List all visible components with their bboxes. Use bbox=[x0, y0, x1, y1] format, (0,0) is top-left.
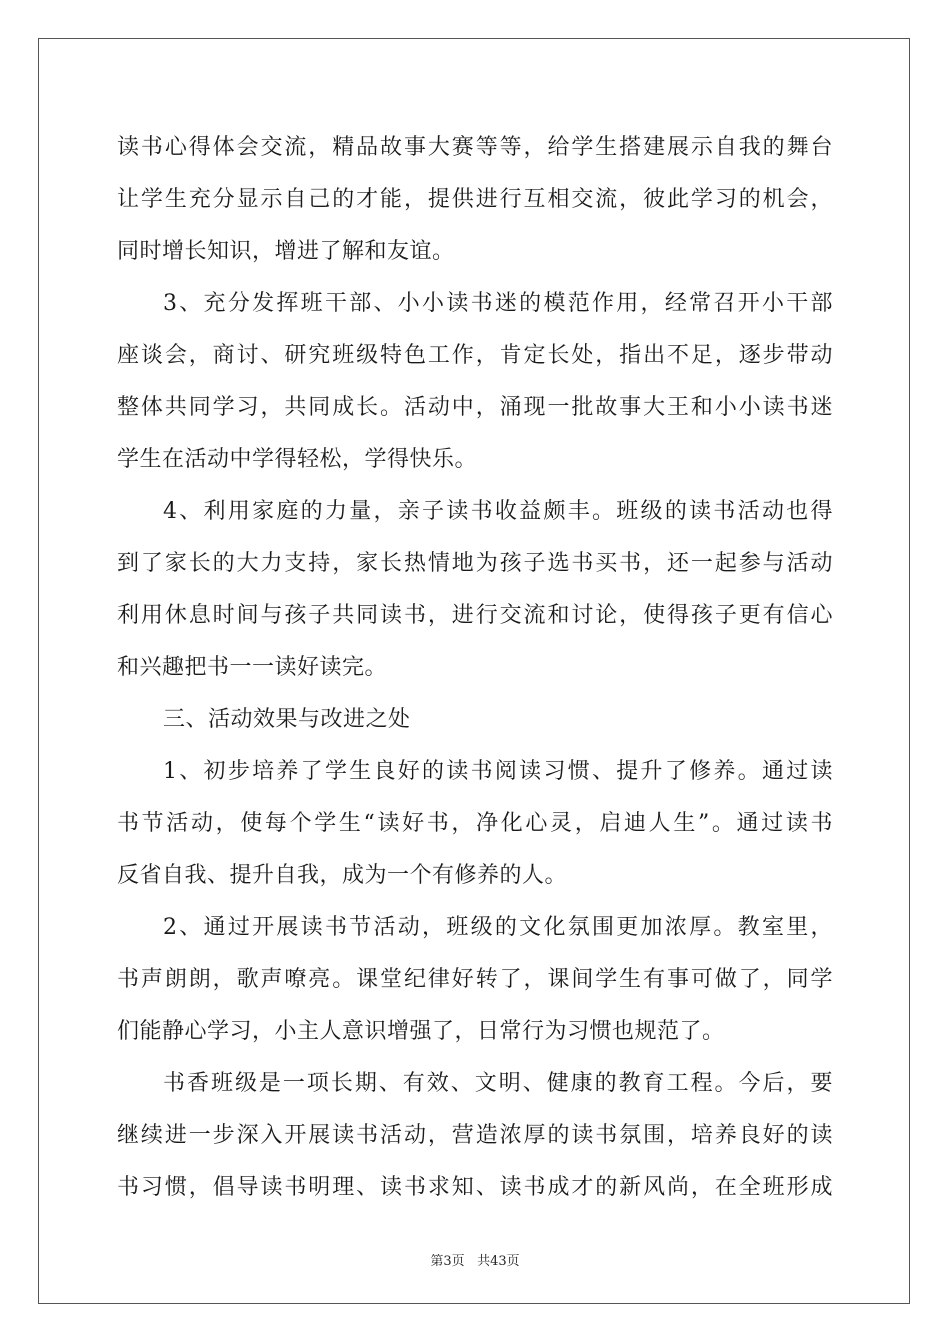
text-line: 利用休息时间与孩子共同读书，进行交流和讨论，使得孩子更有信心 bbox=[117, 603, 833, 628]
text-line: 2、通过开展读书节活动，班级的文化氛围更加浓厚。教室里， bbox=[163, 915, 833, 940]
text-line: 3、充分发挥班干部、小小读书迷的模范作用，经常召开小干部 bbox=[163, 291, 833, 316]
text-line: 书节活动，使每个学生“读好书，净化心灵，启迪人生”。通过读书 bbox=[117, 811, 833, 836]
text-line: 整体共同学习，共同成长。活动中，涌现一批故事大王和小小读书迷 bbox=[117, 395, 833, 420]
text-line: 读书心得体会交流，精品故事大赛等等，给学生搭建展示自我的舞台 bbox=[117, 135, 833, 160]
text-line: 书香班级是一项长期、有效、文明、健康的教育工程。今后，要 bbox=[163, 1071, 833, 1096]
text-line: 到了家长的大力支持，家长热情地为孩子选书买书，还一起参与活动 bbox=[117, 551, 833, 576]
text-line: 书声朗朗，歌声嘹亮。课堂纪律好转了，课间学生有事可做了，同学 bbox=[117, 967, 833, 992]
page-total: 共43页 bbox=[477, 1254, 520, 1269]
text-line: 4、利用家庭的力量，亲子读书收益颇丰。班级的读书活动也得 bbox=[163, 499, 833, 524]
text-line: 让学生充分显示自己的才能，提供进行互相交流，彼此学习的机会， bbox=[117, 187, 833, 212]
page-number: 第3页 bbox=[430, 1254, 465, 1269]
text-line: 1、初步培养了学生良好的读书阅读习惯、提升了修养。通过读 bbox=[163, 759, 833, 784]
text-line: 继续进一步深入开展读书活动，营造浓厚的读书氛围，培养良好的读 bbox=[117, 1123, 833, 1148]
text-line: 学生在活动中学得轻松，学得快乐。 bbox=[117, 447, 478, 472]
text-line: 反省自我、提升自我，成为一个有修养的人。 bbox=[117, 863, 568, 888]
text-line: 和兴趣把书一一读好读完。 bbox=[117, 655, 388, 680]
text-line: 书习惯，倡导读书明理、读书求知、读书成才的新风尚，在全班形成 bbox=[117, 1175, 833, 1200]
text-line: 座谈会，商讨、研究班级特色工作，肯定长处，指出不足，逐步带动 bbox=[117, 343, 833, 368]
page-footer bbox=[0, 1250, 950, 1269]
text-line: 三、活动效果与改进之处 bbox=[163, 707, 411, 732]
text-line: 同时增长知识，增进了解和友谊。 bbox=[117, 239, 455, 264]
text-line: 们能静心学习，小主人意识增强了，日常行为习惯也规范了。 bbox=[117, 1019, 725, 1044]
